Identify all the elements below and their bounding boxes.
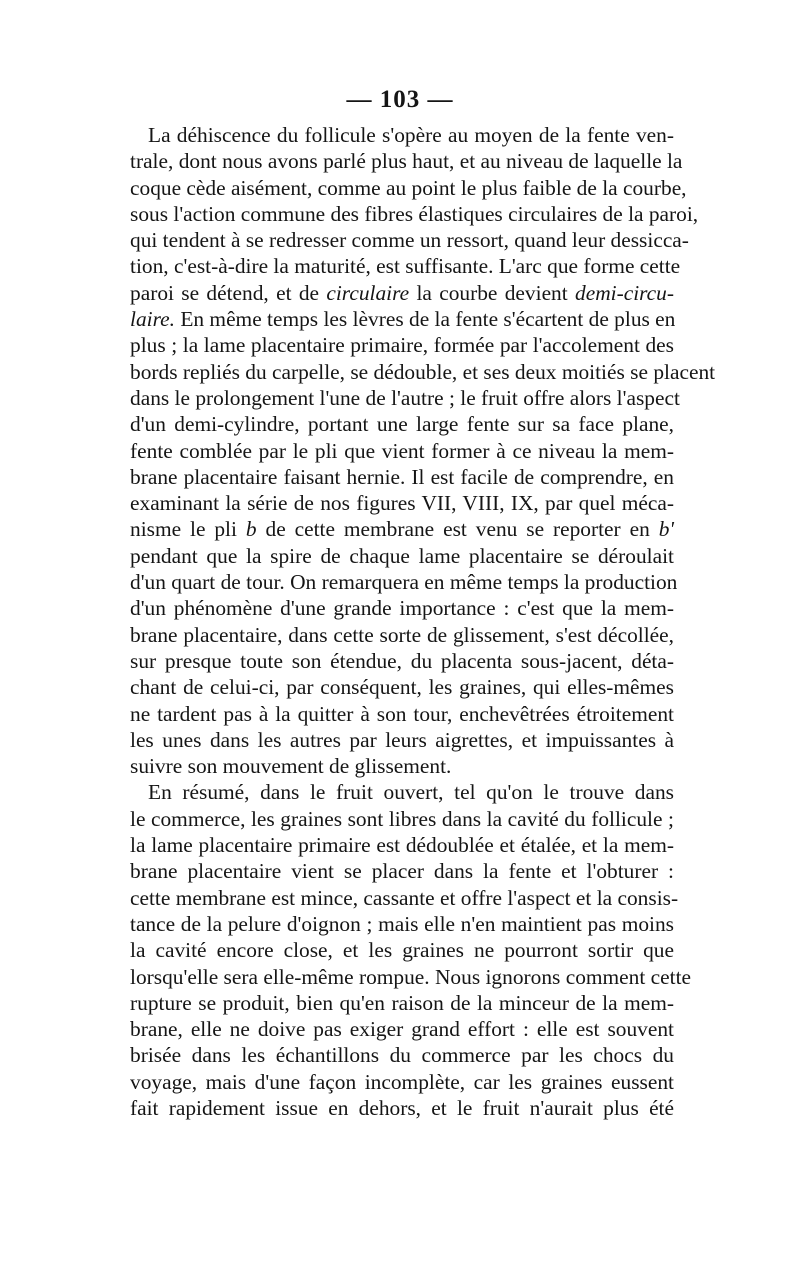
text-line: nisme le pli b de cette membrane est venu se reporter en b' [130,517,674,542]
text-line: rupture se produit, bien qu'en raison de la minceur de la mem- [130,990,674,1015]
text-line: En résumé, dans le fruit ouvert, tel qu'on le trouve dans [148,780,674,805]
text-line: cette membrane est mince, cassante et offre l'aspect et la consis- [130,885,679,910]
text-line: les unes dans les autres par leurs aigrettes, et impuissantes à [130,727,674,752]
text-line: fente comblée par le pli que vient former à ce niveau la mem- [130,438,674,463]
text-line: tion, c'est-à-dire la maturité, est suffisante. L'arc que forme cette [130,254,681,279]
text-line: sur presque toute son étendue, du placenta sous-jacent, déta- [130,648,674,673]
text-line: brane, elle ne doive pas exiger grand effort : elle est souvent [130,1017,674,1042]
text-line: brane placentaire, dans cette sorte de glissement, s'est décollée, [130,622,674,647]
text-line: qui tendent à se redresser comme un ressort, quand leur dessicca- [130,228,689,253]
text-line: fait rapidement issue en dehors, et le fruit n'aurait plus été [130,1095,674,1120]
text-line: la lame placentaire primaire est dédoublée et étalée, et la mem- [130,833,674,858]
text-line: d'un phénomène d'une grande importance : c'est que la mem- [130,596,674,621]
text-line: dans le prolongement l'une de l'autre ; le fruit offre alors l'aspect [130,385,680,410]
text-line: paroi se détend, et de circulaire la courbe devient demi-circu- [130,280,674,305]
paragraph-1 [130,122,716,779]
text-line: examinant la série de nos figures VII, VIII, IX, par quel méca- [130,491,674,516]
text-line: tance de la pelure d'oignon ; mais elle n'en maintient pas moins [130,911,674,936]
text-line: pendant que la spire de chaque lame placentaire se déroulait [130,543,674,568]
text-line: voyage, mais d'une façon incomplète, car les graines eussent [130,1069,674,1094]
text-line: d'un demi-cylindre, portant une large fente sur sa face plane, [130,412,674,437]
text-line: bords repliés du carpelle, se dédouble, et ses deux moitiés se placent [130,359,716,384]
text-line: le commerce, les graines sont libres dans la cavité du follicule ; [130,806,674,831]
text-line: laire. En même temps les lèvres de la fente s'écartent de plus en [130,307,676,332]
text-line: brane placentaire faisant hernie. Il est facile de comprendre, en [130,464,674,489]
paragraph-2 [130,779,692,1121]
text-line: ne tardent pas à la quitter à son tour, enchevêtrées étroitement [130,701,674,726]
text-line: lorsqu'elle sera elle-même rompue. Nous ignorons comment cette [130,964,692,989]
text-line: trale, dont nous avons parlé plus haut, et au niveau de laquelle la [130,149,683,174]
text-line: la cavité encore close, et les graines ne pourront sortir que [130,938,674,963]
text-line: brisée dans les échantillons du commerce par les chocs du [130,1043,674,1068]
text-line: sous l'action commune des fibres élastiques circulaires de la paroi, [130,201,699,226]
text-line: plus ; la lame placentaire primaire, formée par l'accolement des [130,333,674,358]
page-number: — 103 — [346,86,454,113]
text-line: d'un quart de tour. On remarquera en même temps la production [130,570,678,595]
text-line: La déhiscence du follicule s'opère au moyen de la fente ven- [148,123,674,147]
text-line: coque cède aisément, comme au point le plus faible de la courbe, [130,175,687,200]
text-line: brane placentaire vient se placer dans la fente et l'obturer : [130,859,674,884]
body-text [130,122,716,1121]
text-line: chant de celui-ci, par conséquent, les graines, qui elles-mêmes [130,675,674,700]
text-line: suivre son mouvement de glissement. [130,754,452,779]
